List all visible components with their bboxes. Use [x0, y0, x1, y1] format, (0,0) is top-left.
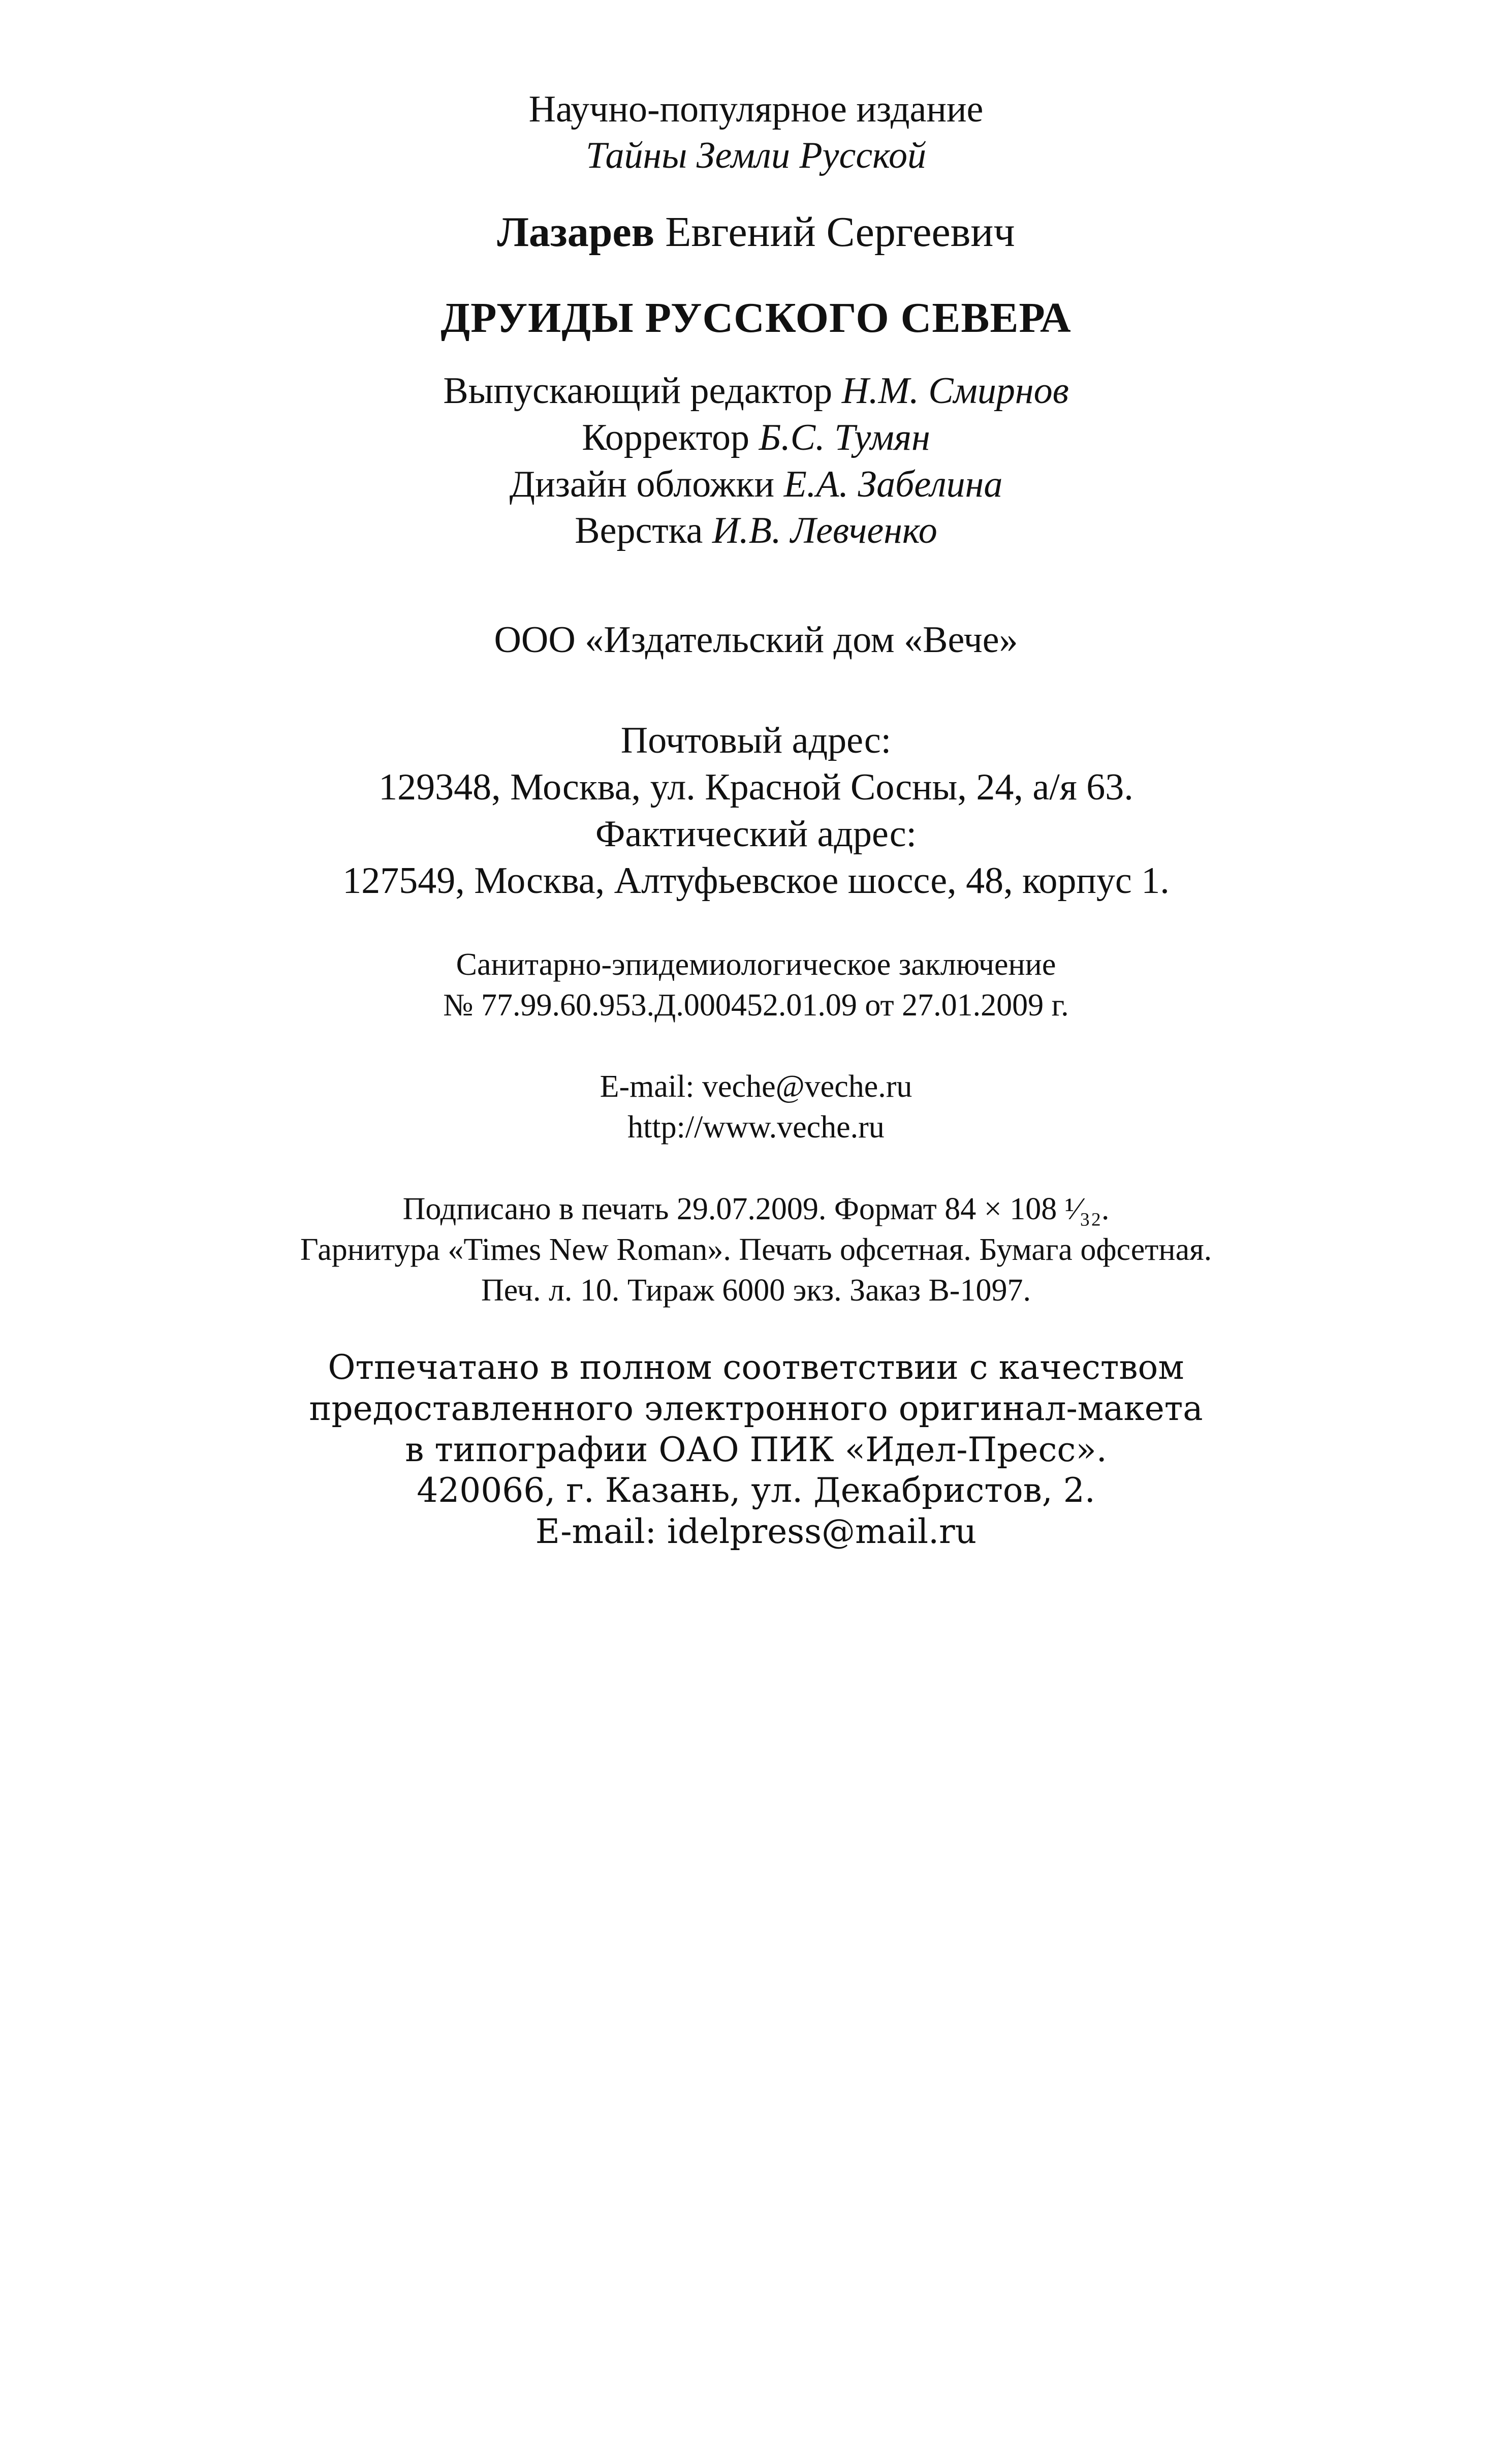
- staff-name: Е.А. Забелина: [783, 464, 1003, 505]
- printing-house-line: предоставленного электронного оригинал-макета: [309, 1389, 1203, 1428]
- staff-role: Выпускающий редактор: [443, 370, 833, 412]
- postal-address: 129348, Москва, ул. Красной Сосны, 24, а/я 63.: [379, 766, 1133, 808]
- staff-name: Б.С. Тумян: [759, 417, 930, 458]
- sanitary-conclusion-title: Санитарно-эпидемиологическое заключение: [456, 947, 1056, 982]
- genre-line: Научно-популярное издание: [528, 88, 984, 130]
- publisher-name: ООО «Издательский дом «Вече»: [494, 619, 1018, 661]
- print-signed-format: Подписано в печать 29.07.2009. Формат 84 × 108 ¹⁄₃₂.: [402, 1192, 1110, 1226]
- staff-line-editor: [0, 372, 1512, 410]
- postal-address-label: Почтовый адрес:: [620, 720, 892, 761]
- staff-line-proofreader: [0, 419, 1512, 456]
- staff-role: Корректор: [582, 417, 750, 458]
- actual-address-label: Фактический адрес:: [595, 813, 917, 855]
- actual-address: 127549, Москва, Алтуфьевское шоссе, 48, корпус 1.: [342, 860, 1170, 902]
- staff-line-cover-design: [0, 466, 1512, 503]
- print-typeface-paper: Гарнитура «Times New Roman». Печать офсетная. Бумага офсетная.: [300, 1232, 1212, 1267]
- printing-house-line: Отпечатано в полном соответствии с качеством: [328, 1348, 1184, 1387]
- printing-house-address: 420066, г. Казань, ул. Декабристов, 2.: [417, 1471, 1095, 1510]
- sanitary-conclusion-number: № 77.99.60.953.Д.000452.01.09 от 27.01.2009 г.: [443, 988, 1069, 1023]
- staff-role: Дизайн обложки: [509, 464, 775, 505]
- publisher-email: E-mail: veche@veche.ru: [600, 1069, 912, 1104]
- author-surname: Лазарев: [497, 208, 655, 256]
- book-title: ДРУИДЫ РУССКОГО СЕВЕРА: [440, 294, 1072, 342]
- staff-role: Верстка: [575, 510, 703, 551]
- series-name: Тайны Земли Русской: [586, 135, 926, 176]
- printing-house-email: E-mail: idelpress@mail.ru: [535, 1512, 977, 1551]
- publisher-website: http://www.veche.ru: [627, 1110, 885, 1145]
- staff-line-layout: [0, 512, 1512, 549]
- author-line: [0, 208, 1512, 256]
- staff-name: И.В. Левченко: [712, 510, 937, 551]
- print-run-order: Печ. л. 10. Тираж 6000 экз. Заказ В-1097.: [481, 1273, 1031, 1308]
- printing-house-line: в типографии ОАО ПИК «Идел-Пресс».: [405, 1430, 1107, 1469]
- author-given-names: Евгений Сергеевич: [665, 208, 1015, 256]
- staff-name: Н.М. Смирнов: [841, 370, 1069, 412]
